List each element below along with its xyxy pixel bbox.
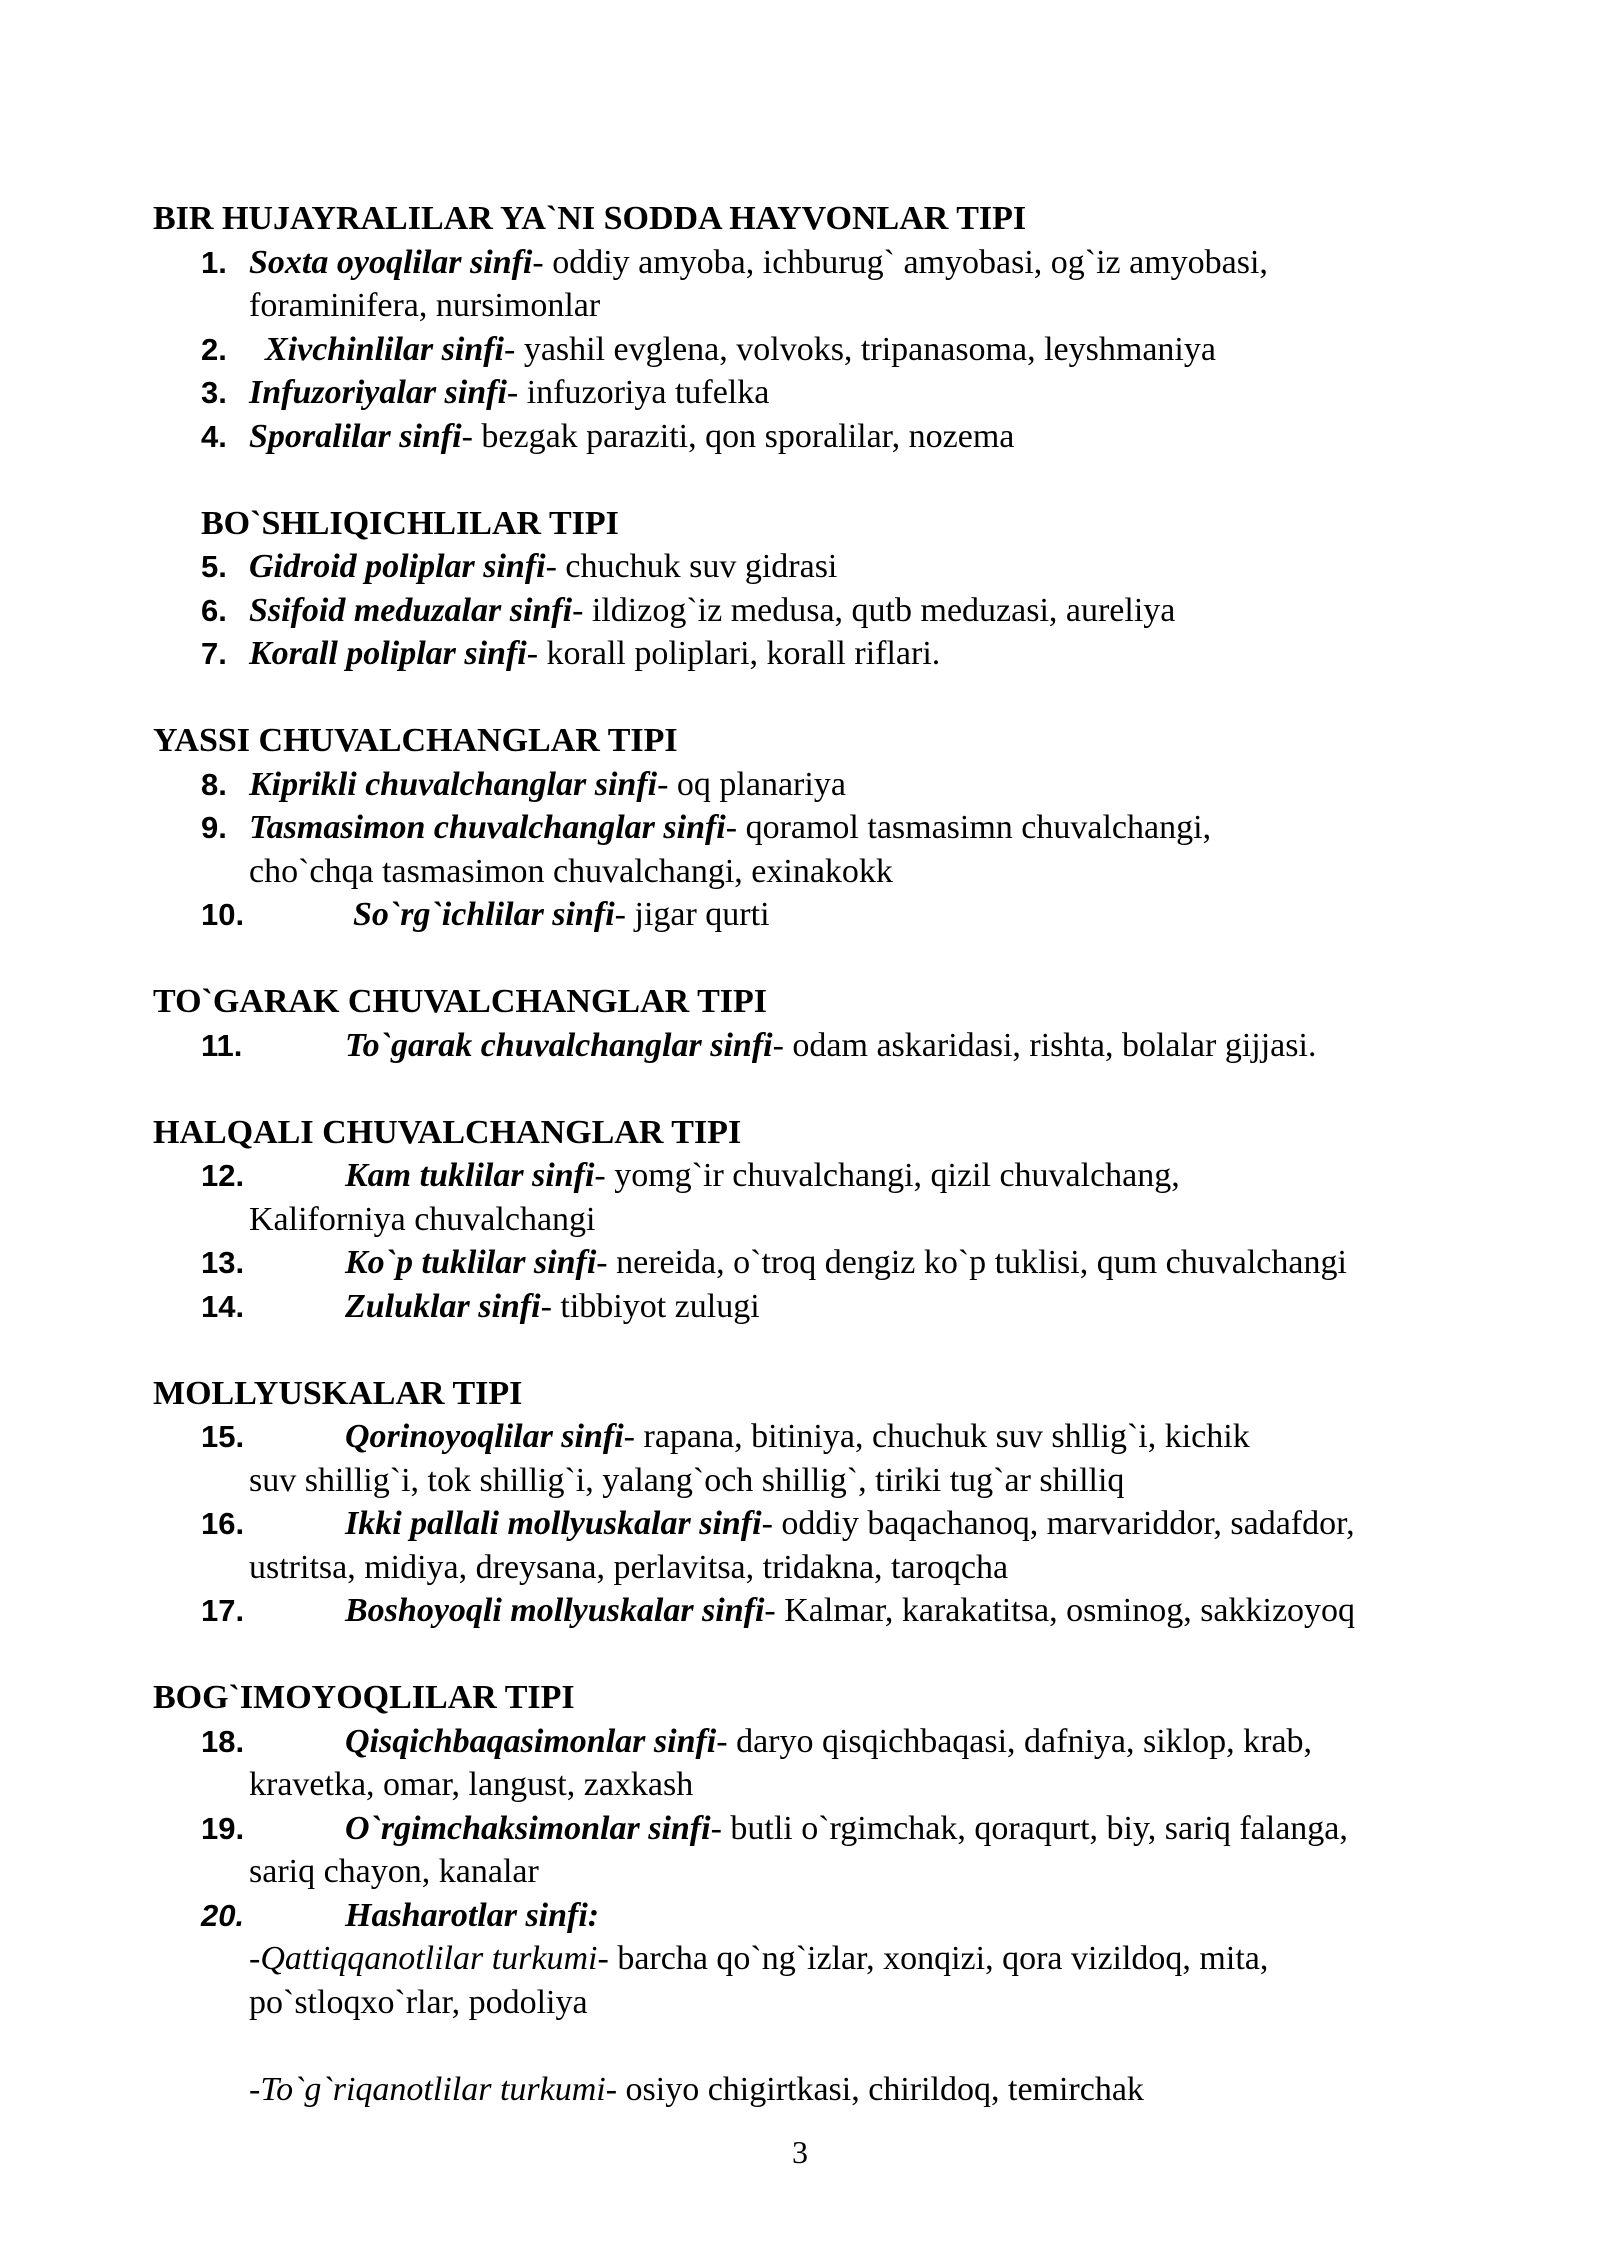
class-examples: - oddiy amyoba, ichburug` amyobasi, og`iz amyobasi,	[532, 243, 1268, 281]
item-number: 1.	[201, 244, 227, 280]
item-number: 11.	[201, 1027, 243, 1063]
section-title: BIR HUJAYRALILAR YA`NI SODDA HAYVONLAR TIPI	[153, 200, 1027, 237]
order-examples: - barcha qo`ng`izlar, xonqizi, qora vizildoq, mita,	[597, 1940, 1269, 1977]
list-item	[153, 632, 1483, 676]
class-name: Ssifoid meduzalar sinfi	[249, 591, 573, 629]
item-number: 2.	[201, 331, 227, 367]
list-item	[153, 545, 1483, 589]
list-item	[153, 1894, 1483, 1938]
list-item	[153, 1285, 1483, 1329]
class-name: Korall poliplar sinfi	[249, 635, 527, 672]
class-examples: - rapana, bitiniya, chuchuk suv shllig`i, kichik	[623, 1418, 1250, 1455]
class-examples: - chuchuk suv gidrasi	[545, 548, 838, 585]
class-examples-continued: suv shillig`i, tok shillig`i, yalang`och shillig`, tiriki tug`ar shilliq	[249, 1461, 1125, 1499]
class-name: Qisqichbaqasimonlar sinfi	[345, 1722, 717, 1760]
page-number: 3	[792, 2134, 808, 2170]
section-title: BOG`IMOYOQLILAR TIPI	[153, 1679, 575, 1716]
section	[153, 502, 1483, 676]
class-name: Kam tuklilar sinfi	[345, 1157, 595, 1194]
class-name: Zuluklar sinfi	[345, 1287, 541, 1325]
list-item	[153, 893, 1483, 937]
class-examples: - oq planariya	[657, 765, 846, 803]
class-examples-continued: kravetka, omar, langust, zaxkash	[249, 1766, 694, 1803]
section	[153, 1676, 1483, 2111]
class-examples: - infuzoriya tufelka	[506, 374, 770, 411]
class-examples: - daryo qisqichbaqasi, dafniya, siklop, krab,	[716, 1722, 1313, 1760]
class-examples: - qoramol tasmasimn chuvalchangi,	[725, 809, 1212, 846]
order-name: -To`g`riqanotlilar turkumi	[249, 2070, 606, 2108]
item-number: 7.	[201, 636, 227, 671]
list-item	[153, 1154, 1483, 1241]
class-name: Sporalilar sinfi	[249, 417, 462, 455]
class-name: Kiprikli chuvalchanglar sinfi	[249, 765, 658, 803]
order-examples: - osiyo chigirtkasi, chirildoq, temirchak	[605, 2070, 1144, 2108]
class-examples: - ildizog`iz medusa, qutb meduzasi, aureliya	[572, 591, 1176, 629]
class-name: Infuzoriyalar sinfi	[249, 374, 507, 411]
list-item	[153, 1241, 1483, 1285]
item-number: 5.	[201, 549, 227, 584]
item-number: 13.	[201, 1245, 245, 1280]
section	[153, 1111, 1483, 1329]
order-name: -Qattiqqanotlilar turkumi	[249, 1940, 598, 1977]
class-examples: - odam askaridasi, rishta, bolalar gijjasi.	[772, 1026, 1317, 1064]
list-item	[153, 806, 1483, 893]
list-item	[153, 1720, 1483, 1807]
class-name: Qorinoyoqlilar sinfi	[345, 1418, 624, 1455]
section-title: BO`SHLIQICHLILAR TIPI	[201, 504, 619, 542]
class-name: To`garak chuvalchanglar sinfi	[345, 1026, 773, 1064]
list-item	[153, 371, 1483, 415]
class-examples: - oddiy baqachanoq, marvariddor, sadafdor,	[761, 1505, 1355, 1542]
order-item	[153, 1937, 1483, 2024]
list-item	[153, 415, 1483, 459]
section	[153, 197, 1483, 458]
class-name: Soxta oyoqlilar sinfi	[249, 243, 533, 281]
list-item	[153, 763, 1483, 807]
item-number: 18.	[201, 1723, 245, 1759]
class-examples: - Kalmar, karakatitsa, osminog, sakkizoyoq	[764, 1592, 1356, 1629]
section-title: TO`GARAK CHUVALCHANGLAR TIPI	[153, 983, 767, 1020]
class-examples: - korall poliplari, korall riflari.	[526, 635, 941, 672]
section-title: YASSI CHUVALCHANGLAR TIPI	[153, 722, 678, 759]
item-number: 15.	[201, 1419, 245, 1454]
section-title: HALQALI CHUVALCHANGLAR TIPI	[153, 1113, 742, 1151]
class-examples: - yomg`ir chuvalchangi, qizil chuvalchang,	[594, 1157, 1180, 1194]
item-number: 14.	[201, 1288, 245, 1324]
item-number: 4.	[201, 418, 227, 454]
section-title: MOLLYUSKALAR TIPI	[153, 1374, 523, 1412]
item-number: 19.	[201, 1810, 245, 1846]
document-content	[153, 197, 1483, 2155]
item-number: 16.	[201, 1506, 245, 1541]
class-name: Ko`p tuklilar sinfi	[345, 1244, 597, 1281]
section	[153, 980, 1483, 1067]
item-number: 6.	[201, 592, 227, 628]
spacer	[153, 2024, 1483, 2068]
list-item	[153, 1502, 1483, 1589]
list-item	[153, 328, 1483, 372]
item-number: 10.	[201, 897, 245, 932]
item-number: 12.	[201, 1158, 245, 1193]
class-examples-continued: ustritsa, midiya, dreysana, perlavitsa, tridakna, taroqcha	[249, 1548, 1009, 1586]
class-name: Xivchinlilar sinfi	[265, 330, 504, 368]
class-name: Tasmasimon chuvalchanglar sinfi	[249, 809, 726, 846]
order-examples-continued: po`stloqxo`rlar, podoliya	[249, 1983, 588, 2021]
order-item	[153, 2068, 1483, 2112]
class-examples: - tibbiyot zulugi	[540, 1287, 760, 1325]
class-examples: - yashil evglena, volvoks, tripanasoma, leyshmaniya	[504, 330, 1216, 368]
section	[153, 719, 1483, 937]
class-name: Ikki pallali mollyuskalar sinfi	[345, 1505, 762, 1542]
class-name: So`rg`ichlilar sinfi	[353, 896, 615, 933]
class-examples-continued: Kaliforniya chuvalchangi	[249, 1200, 596, 1238]
class-examples: - bezgak paraziti, qon sporalilar, nozema	[461, 417, 1015, 455]
item-number: 9.	[201, 810, 227, 845]
class-examples: - jigar qurti	[614, 896, 770, 933]
item-number: 8.	[201, 766, 227, 802]
item-number: 3.	[201, 375, 227, 410]
class-examples: - nereida, o`troq dengiz ko`p tuklisi, qum chuvalchangi	[596, 1244, 1347, 1281]
item-number: 17.	[201, 1593, 245, 1628]
section	[153, 1372, 1483, 1633]
class-examples-continued: cho`chqa tasmasimon chuvalchangi, exinakokk	[249, 852, 893, 890]
list-item	[153, 589, 1483, 633]
class-examples-continued: sariq chayon, kanalar	[249, 1853, 539, 1890]
class-name: Boshoyoqli mollyuskalar sinfi	[345, 1592, 765, 1629]
class-examples: - butli o`rgimchak, qoraqurt, biy, sariq falanga,	[710, 1809, 1348, 1847]
list-item	[153, 1415, 1483, 1502]
class-name: Hasharotlar sinfi:	[345, 1896, 600, 1934]
class-name: O`rgimchaksimonlar sinfi	[345, 1809, 711, 1847]
list-item	[153, 241, 1483, 328]
class-examples-continued: foraminifera, nursimonlar	[249, 287, 601, 324]
list-item	[153, 1807, 1483, 1894]
list-item	[153, 1589, 1483, 1633]
class-name: Gidroid poliplar sinfi	[249, 548, 546, 585]
item-number: 20.	[201, 1897, 245, 1933]
list-item	[153, 1024, 1483, 1068]
